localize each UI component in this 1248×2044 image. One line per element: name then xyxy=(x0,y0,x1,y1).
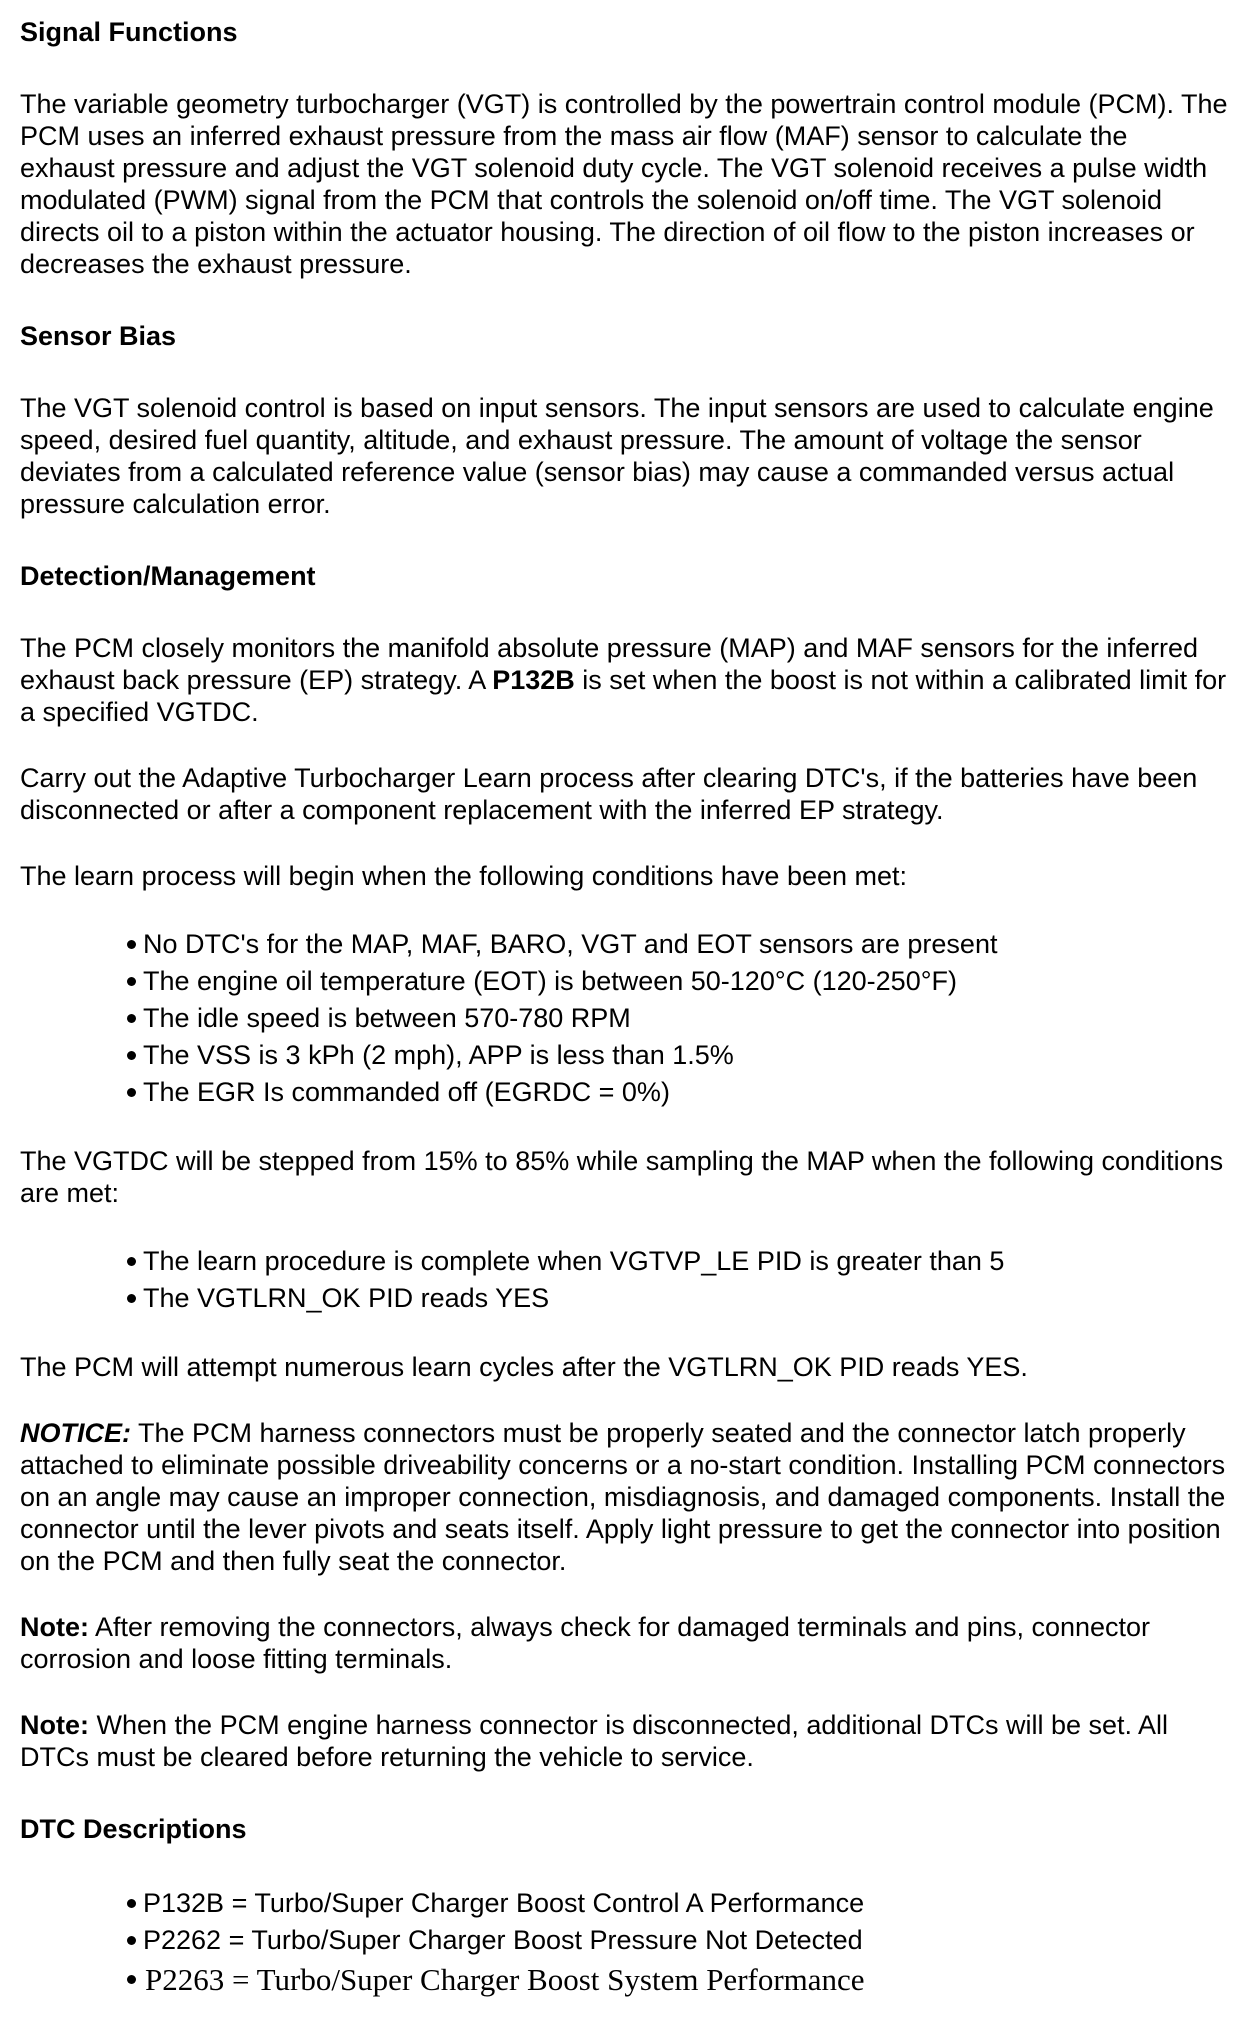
paragraph xyxy=(20,860,1228,892)
text-run: The learn procedure is complete when VGTVP_LE PID is greater than 5 xyxy=(143,1246,1005,1276)
list-item xyxy=(127,1885,1228,1922)
list-item xyxy=(127,1922,1228,1959)
text-run: The variable geometry turbocharger (VGT) is controlled by the powertrain control module (PCM). The PCM uses an inferred exhaust pressure from the mass air flow (MAF) sensor to calculate the exhaust pressure and adjust the VGT solenoid duty cycle. The VGT solenoid receives a pulse width modulated (PWM) signal from the PCM that controls the solenoid on/off time. The VGT solenoid directs oil to a piston within the actuator housing. The direction of oil flow to the piston increases or decreases the exhaust pressure. xyxy=(20,89,1228,279)
text-run: P132B = Turbo/Super Charger Boost Control A Performance xyxy=(143,1888,865,1918)
paragraph xyxy=(20,1417,1228,1577)
text-run: Note: xyxy=(20,1710,89,1740)
text-run: The PCM closely monitors the manifold absolute pressure (MAP) and MAF sensors for the inferred exhaust back pressure (EP) strategy. A xyxy=(20,633,1198,695)
section-heading-signal-functions: Signal Functions xyxy=(20,17,238,47)
bullet-list xyxy=(20,1243,1228,1317)
list-item xyxy=(127,1243,1228,1280)
list-item xyxy=(127,1074,1228,1111)
section-heading-detection-management: Detection/Management xyxy=(20,561,316,591)
section-heading-sensor-bias: Sensor Bias xyxy=(20,321,177,351)
text-run: The idle speed is between 570-780 RPM xyxy=(143,1003,631,1033)
paragraph xyxy=(20,762,1228,826)
list-item xyxy=(127,1000,1228,1037)
text-run: After removing the connectors, always check for damaged terminals and pins, connector corrosion and loose fitting terminals. xyxy=(20,1612,1151,1674)
list-item xyxy=(127,926,1228,963)
paragraph xyxy=(20,88,1228,280)
text-run: The EGR Is commanded off (EGRDC = 0%) xyxy=(143,1077,670,1107)
list-item xyxy=(127,963,1228,1000)
paragraph xyxy=(20,1351,1228,1383)
list-item xyxy=(127,1959,1228,2000)
paragraph xyxy=(20,1611,1228,1675)
paragraph xyxy=(20,392,1228,520)
bullet-list xyxy=(20,926,1228,1111)
text-run: The PCM will attempt numerous learn cycles after the VGTLRN_OK PID reads YES. xyxy=(20,1352,1028,1382)
text-run: Note: xyxy=(20,1612,89,1642)
text-run: The VGTLRN_OK PID reads YES xyxy=(143,1283,550,1313)
paragraph xyxy=(20,1709,1228,1773)
list-item xyxy=(127,1280,1228,1317)
paragraph xyxy=(20,1145,1228,1209)
text-run: The VGT solenoid control is based on input sensors. The input sensors are used to calculate engine speed, desired fuel quantity, altitude, and exhaust pressure. The amount of voltage the sensor deviates from a calculated reference value (sensor bias) may cause a commanded versus actual pressure calculation error. xyxy=(20,393,1214,519)
text-run: Carry out the Adaptive Turbocharger Learn process after clearing DTC's, if the batteries have been disconnected or after a component replacement with the inferred EP strategy. xyxy=(20,763,1198,825)
text-run: No DTC's for the MAP, MAF, BARO, VGT and EOT sensors are present xyxy=(143,929,998,959)
list-item xyxy=(127,1037,1228,1074)
text-run: is set when the boost is not within a calibrated limit for a specified VGTDC. xyxy=(20,665,1227,727)
text-run: When the PCM engine harness connector is disconnected, additional DTCs will be set. All DTCs must be cleared before returning the vehicle to service. xyxy=(20,1710,1169,1772)
text-run: The VGTDC will be stepped from 15% to 85% while sampling the MAP when the following conditions are met: xyxy=(20,1146,1224,1208)
text-run: NOTICE: xyxy=(20,1418,131,1448)
text-run: P2262 = Turbo/Super Charger Boost Pressure Not Detected xyxy=(143,1925,863,1955)
section-heading-dtc-descriptions: DTC Descriptions xyxy=(20,1814,247,1844)
text-run: The VSS is 3 kPh (2 mph), APP is less than 1.5% xyxy=(143,1040,734,1070)
text-run: P2263 = Turbo/Super Charger Boost System Performance xyxy=(145,1962,865,1997)
paragraph xyxy=(20,632,1228,728)
text-run: The PCM harness connectors must be properly seated and the connector latch properly attached to eliminate possible driveability concerns or a no-start condition. Installing PCM connectors on an angle may cause an improper connection, misdiagnosis, and damaged components. Install the connector until the lever pivots and seats itself. Apply light pressure to get the connector into position on the PCM and then fully seat the connector. xyxy=(20,1418,1226,1576)
bullet-list xyxy=(20,1885,1228,2000)
text-run: The learn process will begin when the following conditions have been met: xyxy=(20,861,908,891)
text-run: P132B xyxy=(492,665,575,695)
text-run: The engine oil temperature (EOT) is between 50-120°C (120-250°F) xyxy=(143,966,957,996)
